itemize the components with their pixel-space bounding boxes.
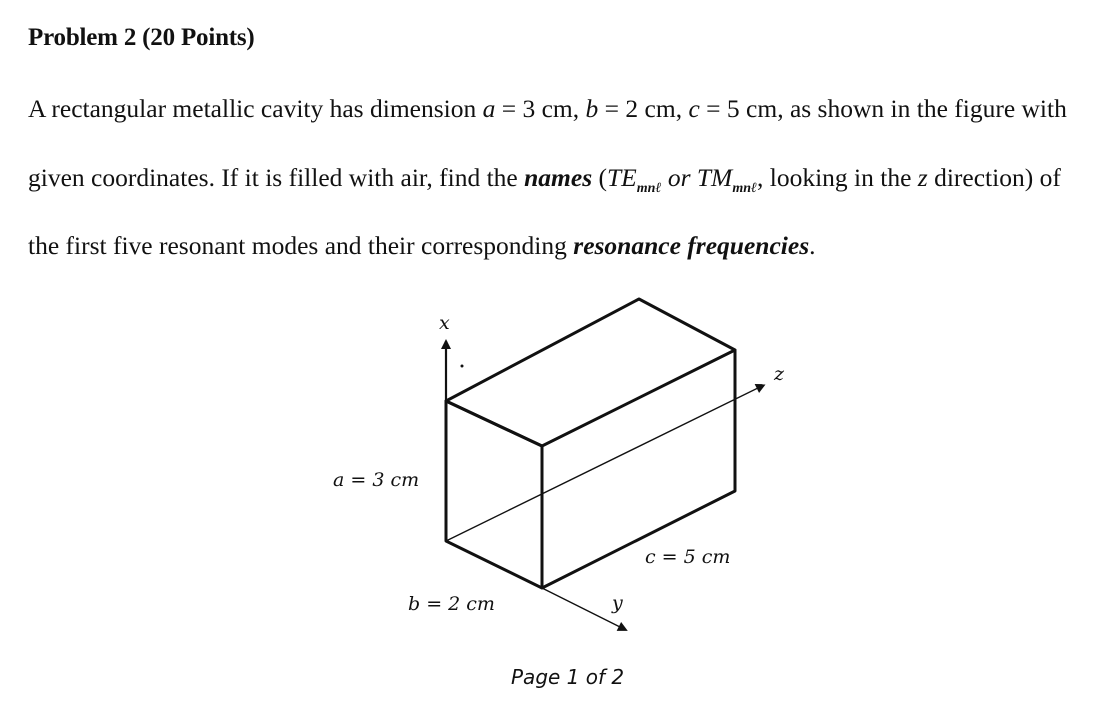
axis-label-x: x — [439, 312, 450, 334]
axis-label-y: y — [612, 592, 623, 614]
dimension-label-c: c = 5 cm — [645, 546, 731, 568]
z-axis — [446, 385, 764, 541]
axis-label-z: z — [774, 363, 785, 385]
dimension-label-b: b = 2 cm — [408, 593, 495, 615]
resonance-frequencies-emphasis: resonance frequencies — [573, 231, 810, 260]
dimension-label-a: a = 3 cm — [333, 469, 420, 491]
problem-text-line-1: A rectangular metallic cavity has dimension a = 3 cm, b = 2 cm, c = 5 cm, as shown in the figure with — [28, 94, 1067, 123]
cavity-box — [446, 299, 735, 588]
problem-text-line-3: the first five resonant modes and their corresponding resonance frequencies. — [28, 231, 816, 260]
problem-heading: Problem 2 (20 Points) — [28, 24, 255, 51]
cavity-top-face — [446, 299, 735, 446]
names-emphasis: names — [524, 163, 593, 192]
origin-dot — [461, 365, 464, 368]
cavity-front-face — [446, 401, 542, 588]
problem-text-line-2: given coordinates. If it is filled with air, find the names ($TE_{mn\ell}$ or $TM_{mn\ell}$, looking in the z direction) of — [28, 163, 1061, 196]
page-number: Page 1 of 2 — [511, 665, 625, 689]
